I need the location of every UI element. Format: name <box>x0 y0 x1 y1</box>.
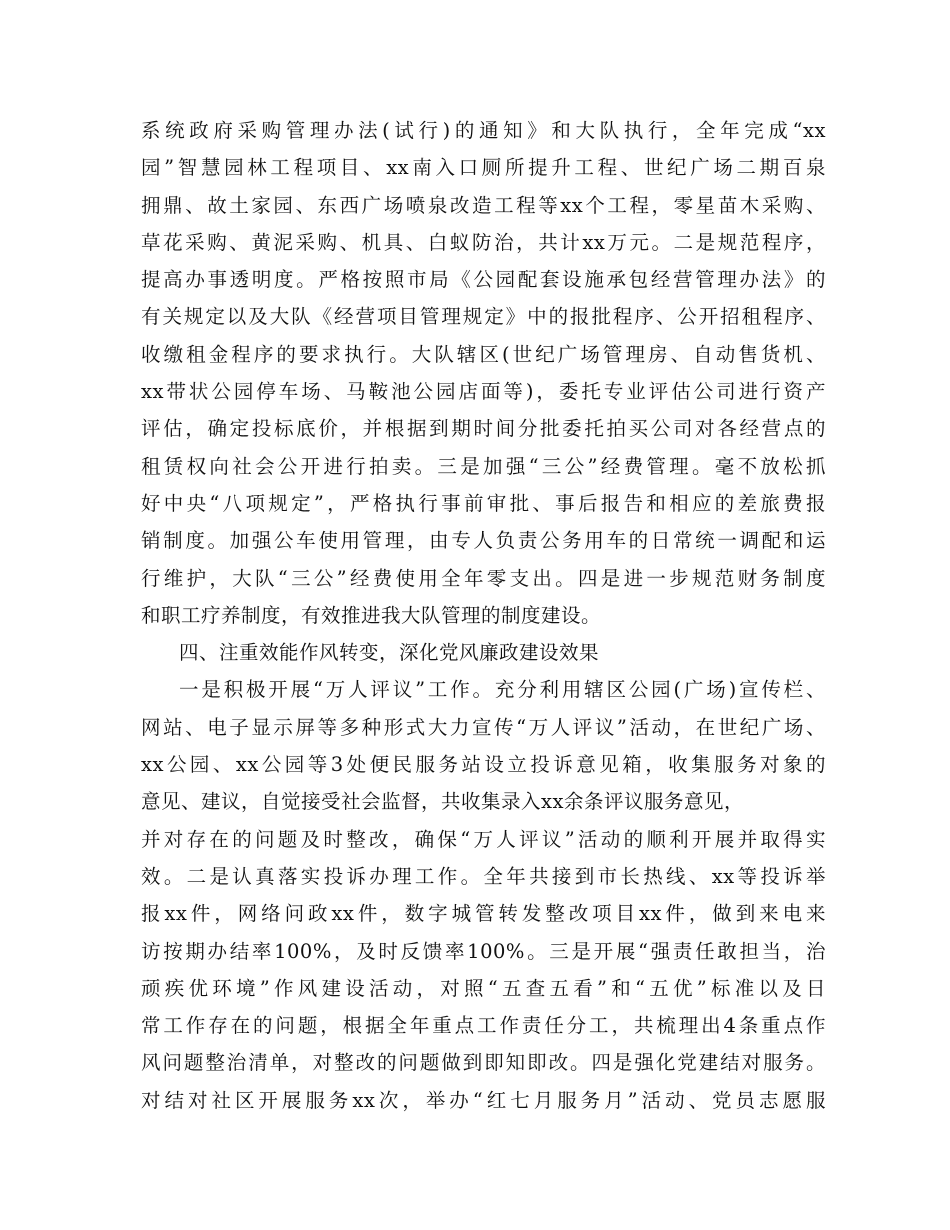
text-line: 提高办事透明度。严格按照市局《公园配套设施承包经营管理办法》的 <box>141 268 826 292</box>
text-line: 风问题整治清单，对整改的问题做到即知即改。四是强化党建结对服务。 <box>141 1051 826 1075</box>
text-line: 对结对社区开展服务xx次，举办“红七月服务月”活动、党员志愿服 <box>141 1088 826 1112</box>
text-line: 园”智慧园林工程项目、xx南入口厕所提升工程、世纪广场二期百泉 <box>141 156 826 180</box>
text-line: 评估，确定投标底价，并根据到期时间分批委托拍买公司对各经营点的 <box>141 417 826 441</box>
text-line: 销制度。加强公车使用管理，由专人负责公务用车的日常统一调配和运 <box>141 529 826 553</box>
text-line: 有关规定以及大队《经营项目管理规定》中的报批程序、公开招租程序、 <box>141 305 826 329</box>
text-line: 行维护，大队“三公”经费使用全年零支出。四是进一步规范财务制度 <box>141 566 826 590</box>
body-text <box>141 112 826 1119</box>
text-line: 拥鼎、故土家园、东西广场喷泉改造工程等xx个工程，零星苗木采购、 <box>141 193 826 217</box>
text-line: 访按期办结率100%，及时反馈率100%。三是开展“强责任敢担当，治 <box>141 939 826 963</box>
text-line: 报xx件，网络问政xx件，数字城管转发整改项目xx件，做到来电来 <box>141 902 826 926</box>
text-line: 和职工疗养制度，有效推进我大队管理的制度建设。 <box>141 603 602 627</box>
text-line: 租赁权向社会公开进行拍卖。三是加强“三公”经费管理。毫不放松抓 <box>141 454 826 478</box>
text-line: xx公园、xx公园等3处便民服务站设立投诉意见箱，收集服务对象的 <box>141 753 826 777</box>
text-line: 意见、建议，自觉接受社会监督，共收集录入xx余条评议服务意见， <box>141 790 744 814</box>
text-line: 常工作存在的问题，根据全年重点工作责任分工，共梳理出4条重点作 <box>141 1014 826 1038</box>
text-line: 顽疾优环境”作风建设活动，对照“五查五看”和“五优”标准以及日 <box>141 976 826 1000</box>
text-line: xx带状公园停车场、马鞍池公园店面等)，委托专业评估公司进行资产 <box>141 380 826 404</box>
text-line: 收缴租金程序的要求执行。大队辖区(世纪广场管理房、自动售货机、 <box>141 342 826 366</box>
text-line: 好中央“八项规定”，严格执行事前审批、事后报告和相应的差旅费报 <box>141 491 826 515</box>
text-line: 系统政府采购管理办法(试行)的通知》和大队执行，全年完成“xx <box>141 119 826 142</box>
text-line: 草花采购、黄泥采购、机具、白蚁防治，共计xx万元。二是规范程序， <box>141 230 826 254</box>
text-line: 网站、电子显示屏等多种形式大力宣传“万人评议”活动，在世纪广场、 <box>141 715 826 739</box>
text-line: 并对存在的问题及时整改，确保“万人评议”活动的顺利开展并取得实 <box>141 827 826 851</box>
section-heading: 四、注重效能作风转变，深化党风廉政建设效果 <box>179 641 600 665</box>
text-line: 一是积极开展“万人评议”工作。充分利用辖区公园(广场)宣传栏、 <box>179 678 826 702</box>
text-line: 效。二是认真落实投诉办理工作。全年共接到市长热线、xx等投诉举 <box>141 864 826 888</box>
